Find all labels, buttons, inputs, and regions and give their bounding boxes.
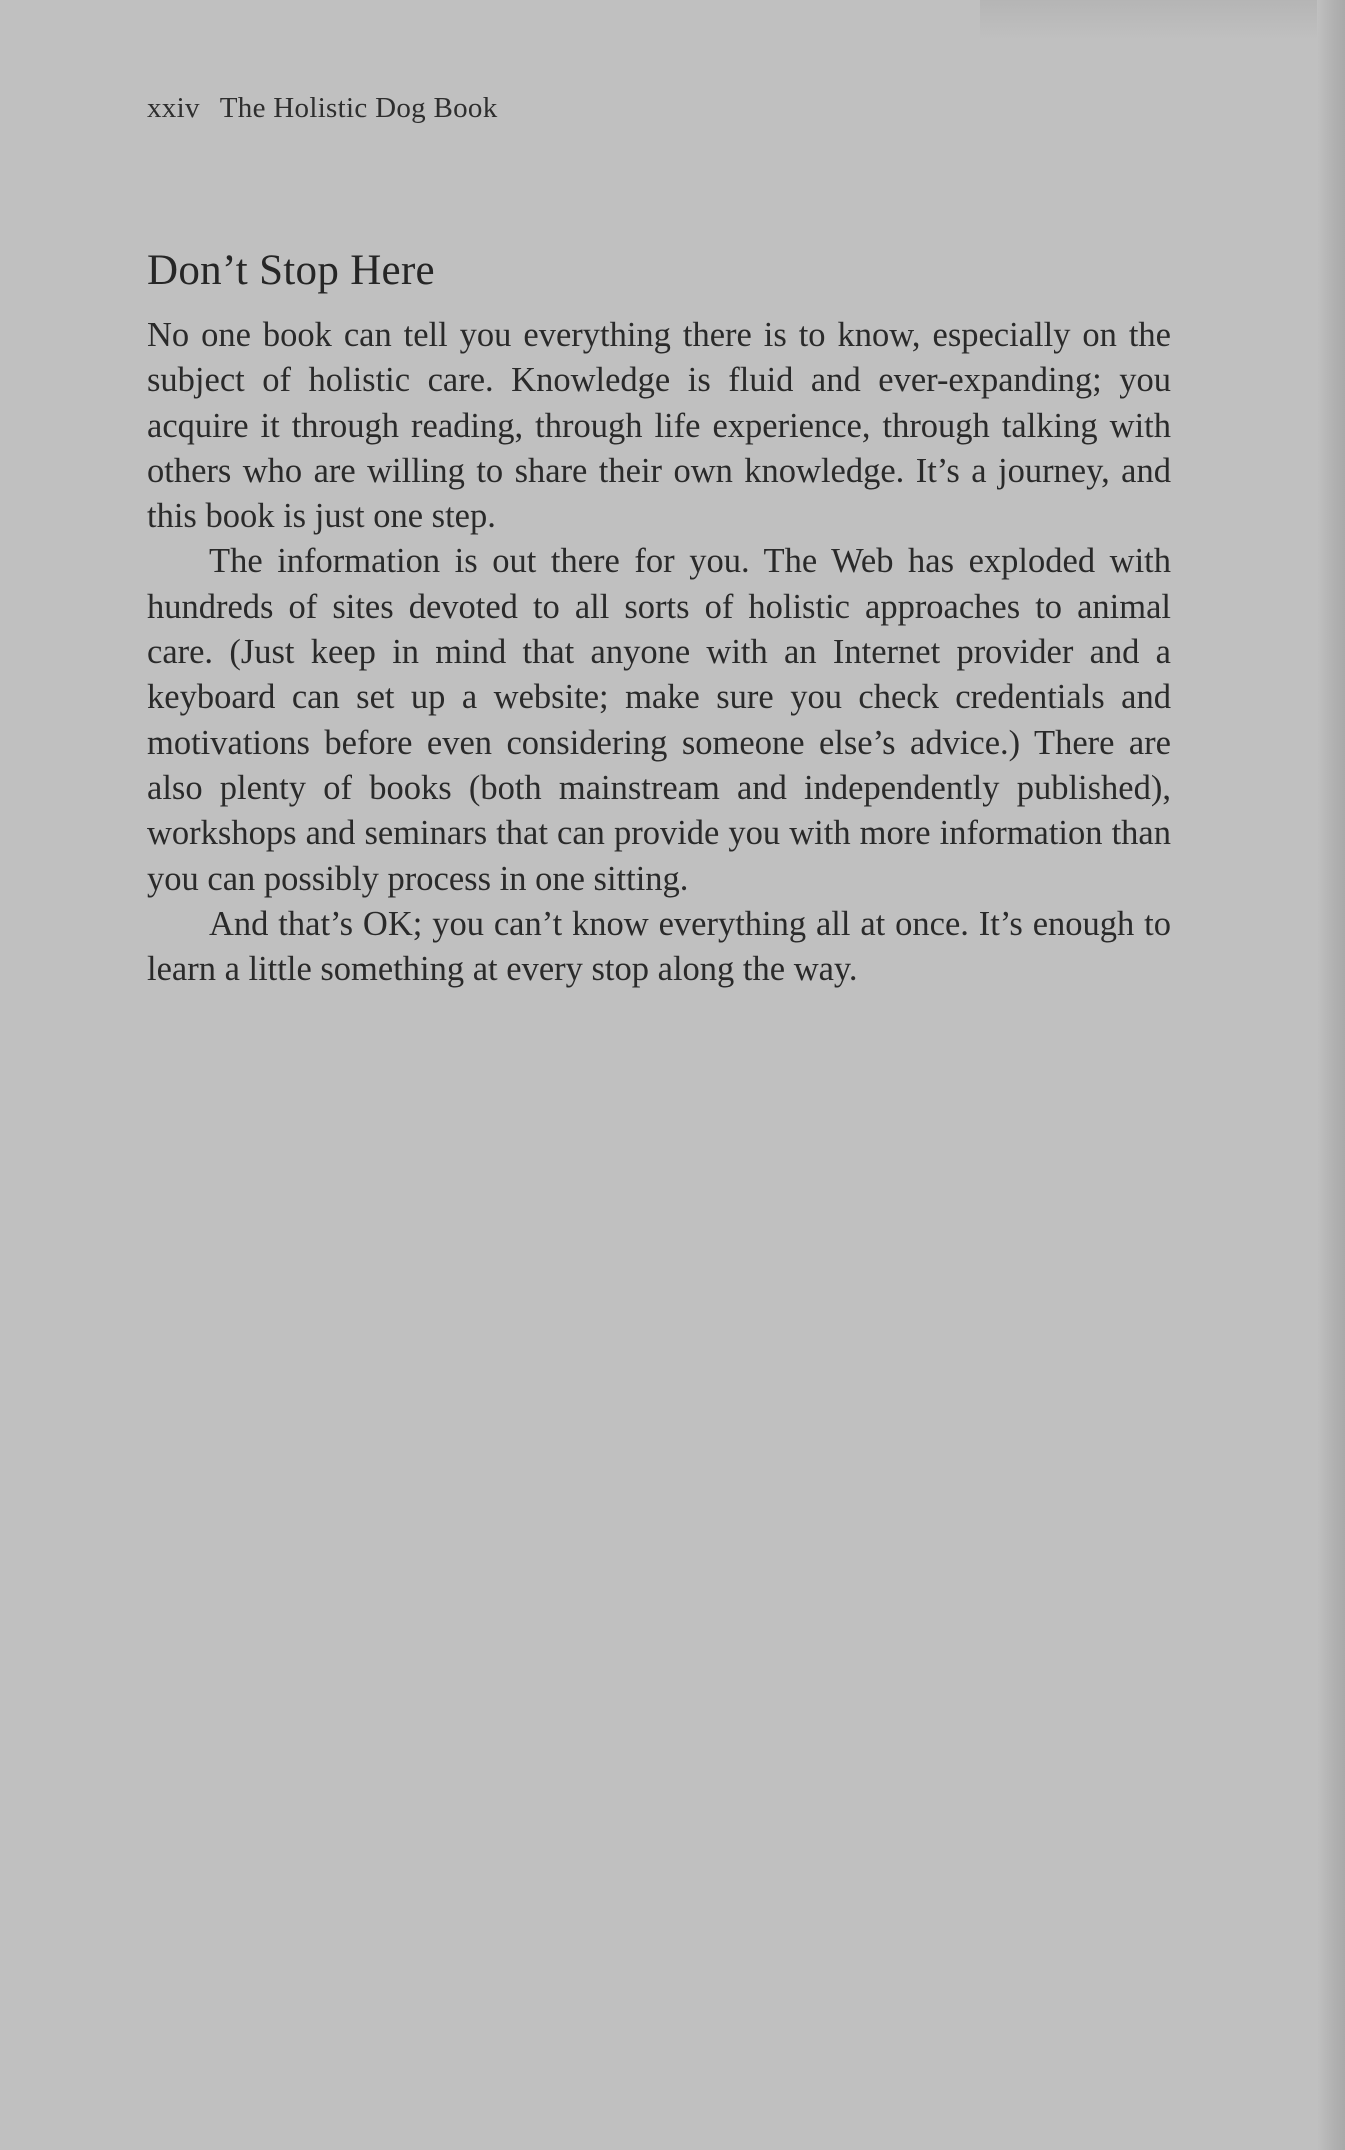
body-text [147, 313, 1171, 992]
paragraph-2: The information is out there for you. The Web has exploded with hundreds of sites devoted to all sorts of holistic approaches to animal care. (Just keep in mind that anyone with an Internet provider and a keyboard can set up a website; make sure you check credentials and motivations before even considering someone else’s advice.) There are also plenty of books (both mainstream and independently published), workshops and seminars that can provide you with more information than you can possibly process in one sitting. [147, 542, 1171, 898]
section-title: Don’t Stop Here [147, 247, 435, 294]
book-title: The Holistic Dog Book [219, 92, 498, 124]
paragraph-1: No one book can tell you everything there is to know, especially on the subject of holistic care. Knowledge is fluid and ever-expanding; you acquire it through reading, through life experience, through talking with others who are willing to share their own knowledge. It’s a journey, and this book is just one step. [147, 316, 1171, 536]
page-number: xxiv [147, 92, 200, 124]
page-scan-shadow [980, 0, 1345, 40]
running-head [147, 92, 498, 125]
paragraph-3: And that’s OK; you can’t know everything all at once. It’s enough to learn a little something at every stop along the way. [147, 904, 1171, 989]
page-edge-shadow [1317, 0, 1345, 2150]
